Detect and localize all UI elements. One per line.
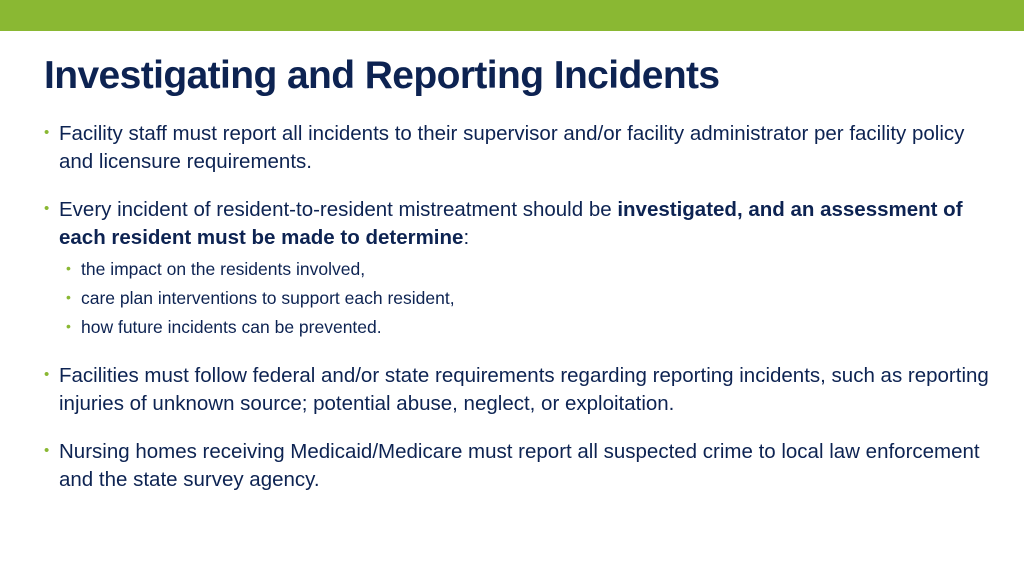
bullet-text-bold: investigated, and an assessment of each resident must be made to determine bbox=[59, 198, 963, 249]
bullet-text: Facility staff must report all incidents to their supervisor and/or facility administrator per facility policy and licensure requirements. bbox=[59, 122, 965, 173]
sub-bullet-text: the impact on the residents involved, bbox=[81, 259, 366, 279]
bullet-item bbox=[44, 196, 994, 252]
sub-bullet-dot-icon: • bbox=[66, 260, 71, 276]
bullet-item bbox=[44, 438, 994, 494]
bullet-dot-icon: • bbox=[44, 442, 50, 459]
sub-bullet-dot-icon: • bbox=[66, 289, 71, 305]
sub-bullet-item bbox=[66, 284, 994, 313]
sub-bullet-dot-icon: • bbox=[66, 318, 71, 334]
bullet-dot-icon: • bbox=[44, 124, 50, 141]
slide-title: Investigating and Reporting Incidents bbox=[44, 54, 720, 97]
sub-bullet-item bbox=[66, 255, 994, 284]
bullet-text: Every incident of resident-to-resident mistreatment should be bbox=[59, 198, 618, 221]
top-accent-bar bbox=[0, 0, 1024, 31]
bullet-dot-icon: • bbox=[44, 200, 50, 217]
bullet-text: Nursing homes receiving Medicaid/Medicare must report all suspected crime to local law enforcement and the state survey agency. bbox=[59, 440, 980, 491]
sub-bullet-text: care plan interventions to support each resident, bbox=[81, 288, 455, 308]
bullet-item bbox=[44, 362, 994, 418]
sub-bullet-text: how future incidents can be prevented. bbox=[81, 317, 382, 337]
bullet-text-end: : bbox=[463, 226, 470, 249]
bullet-list bbox=[44, 120, 994, 494]
sub-bullet-list bbox=[44, 255, 994, 342]
bullet-text: Facilities must follow federal and/or state requirements regarding reporting incidents, such as reporting injuries of unknown source; potential abuse, neglect, or exploitation. bbox=[59, 364, 989, 415]
bullet-item bbox=[44, 120, 994, 176]
bullet-dot-icon: • bbox=[44, 366, 50, 383]
sub-bullet-item bbox=[66, 313, 994, 342]
